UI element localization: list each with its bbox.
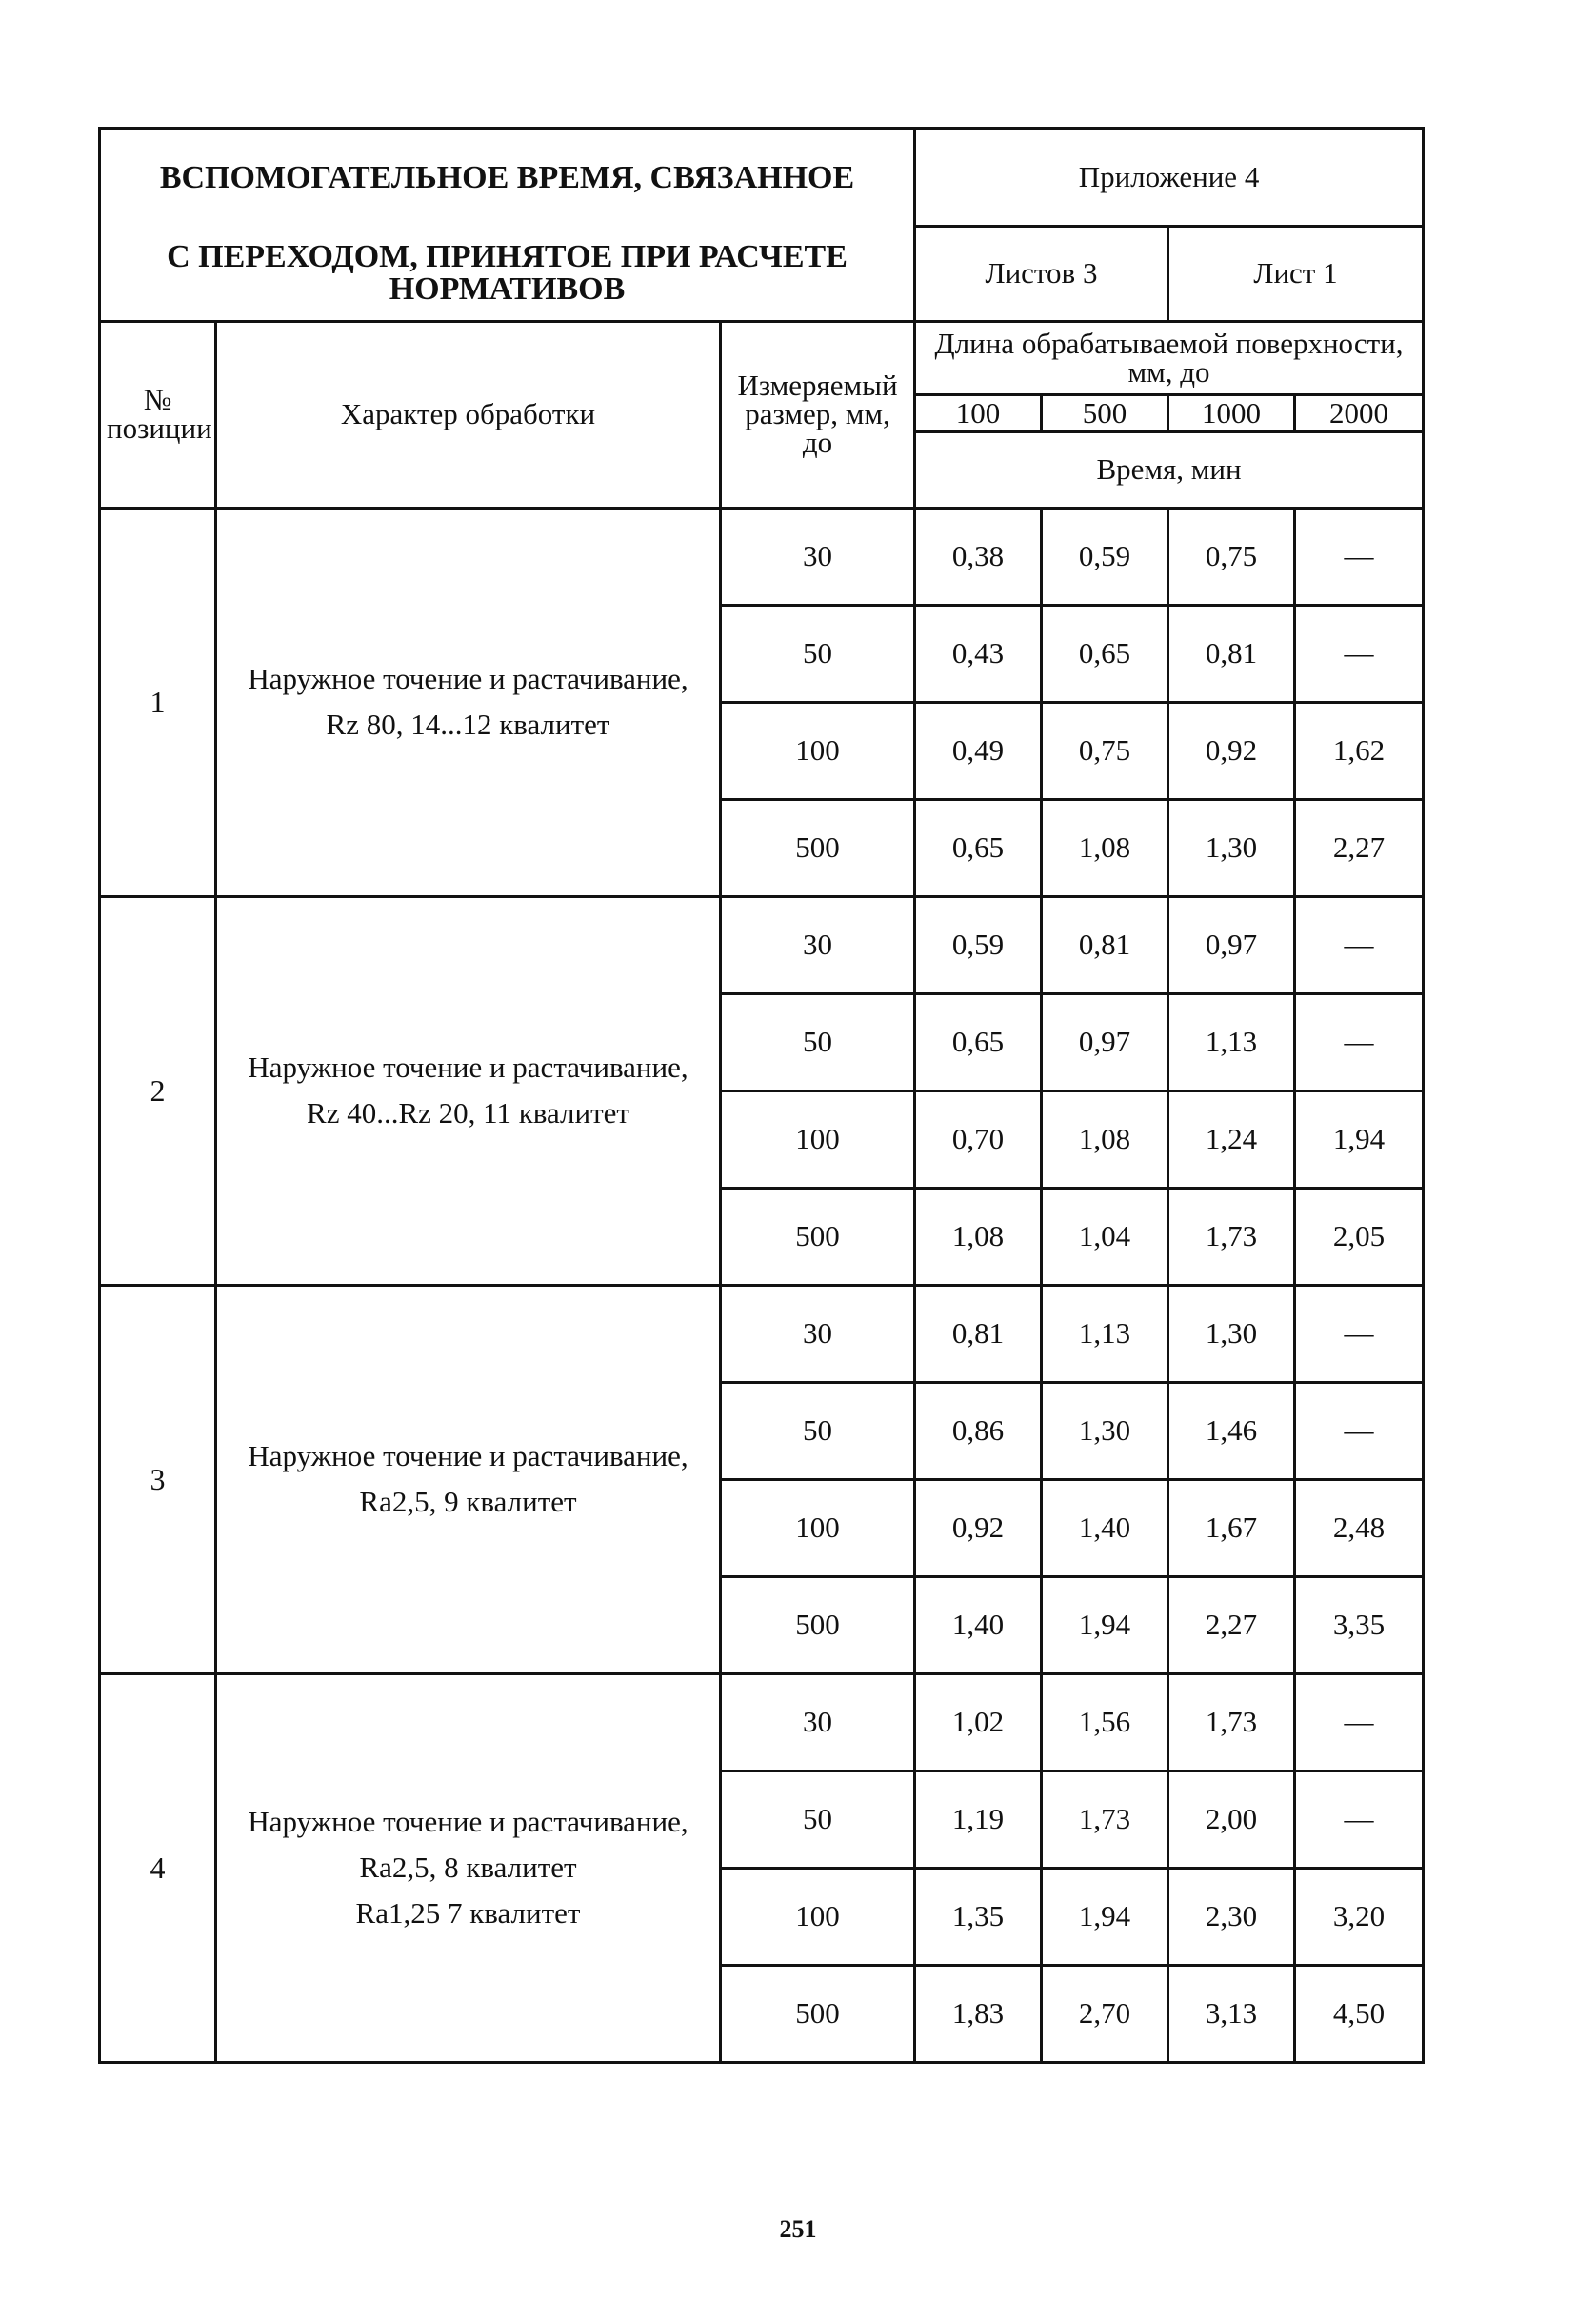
- time-value: 0,75: [1042, 702, 1168, 799]
- size-value: 50: [721, 605, 915, 702]
- time-value: 0,75: [1168, 508, 1295, 605]
- size-value: 50: [721, 1771, 915, 1868]
- size-value: 50: [721, 1382, 915, 1479]
- col-header-size: Измеряемый размер, мм, до: [721, 321, 915, 508]
- title-line-2: С ПЕРЕХОДОМ, ПРИНЯТОЕ ПРИ РАСЧЕТЕ НОРМАТИВОВ: [100, 227, 915, 322]
- time-value: 0,65: [915, 799, 1042, 896]
- time-value: 2,00: [1168, 1771, 1295, 1868]
- description-line: Rz 40...Rz 20, 11 квалитет: [307, 1096, 629, 1130]
- time-value: —: [1295, 1285, 1424, 1382]
- time-value: 1,30: [1168, 1285, 1295, 1382]
- time-value: 1,02: [915, 1673, 1042, 1771]
- time-value: 1,08: [1042, 1090, 1168, 1188]
- time-value: 1,62: [1295, 702, 1424, 799]
- time-unit-header: Время, мин: [915, 431, 1424, 508]
- time-value: 1,30: [1168, 799, 1295, 896]
- time-value: 1,73: [1168, 1673, 1295, 1771]
- time-value: 1,40: [1042, 1479, 1168, 1576]
- norms-table: [98, 127, 1425, 2064]
- time-value: 0,65: [915, 993, 1042, 1090]
- time-value: 0,59: [915, 896, 1042, 993]
- position-number: 3: [100, 1285, 216, 1673]
- processing-description: [216, 508, 721, 896]
- title-line-1: ВСПОМОГАТЕЛЬНОЕ ВРЕМЯ, СВЯЗАННОЕ: [100, 129, 915, 227]
- table-row: [100, 1285, 1424, 1382]
- time-value: 2,30: [1168, 1868, 1295, 1965]
- time-value: 1,56: [1042, 1673, 1168, 1771]
- time-value: 4,50: [1295, 1965, 1424, 2062]
- time-value: 1,94: [1295, 1090, 1424, 1188]
- document-page: [98, 127, 1422, 2064]
- time-value: 1,13: [1042, 1285, 1168, 1382]
- time-value: 0,81: [1168, 605, 1295, 702]
- table-row: [100, 1673, 1424, 1771]
- processing-description: [216, 896, 721, 1285]
- length-header: 100: [915, 394, 1042, 431]
- table-row: [100, 896, 1424, 993]
- sheet-number: Лист 1: [1168, 227, 1424, 322]
- time-value: 1,94: [1042, 1576, 1168, 1673]
- position-number: 1: [100, 508, 216, 896]
- time-value: 0,81: [1042, 896, 1168, 993]
- time-value: 0,65: [1042, 605, 1168, 702]
- description-line: Rz 80, 14...12 квалитет: [326, 708, 610, 741]
- time-value: 0,59: [1042, 508, 1168, 605]
- time-value: 0,81: [915, 1285, 1042, 1382]
- processing-description: [216, 1673, 721, 2062]
- time-value: 3,13: [1168, 1965, 1295, 2062]
- position-number: 2: [100, 896, 216, 1285]
- time-value: 2,48: [1295, 1479, 1424, 1576]
- time-value: 1,08: [915, 1188, 1042, 1285]
- size-value: 100: [721, 1090, 915, 1188]
- size-value: 100: [721, 1479, 915, 1576]
- time-value: 1,13: [1168, 993, 1295, 1090]
- col-header-processing: Характер обработки: [216, 321, 721, 508]
- size-value: 30: [721, 896, 915, 993]
- time-value: 1,24: [1168, 1090, 1295, 1188]
- appendix-label: Приложение 4: [915, 129, 1424, 227]
- table-row: [100, 508, 1424, 605]
- time-value: 1,94: [1042, 1868, 1168, 1965]
- size-value: 50: [721, 993, 915, 1090]
- time-value: —: [1295, 1673, 1424, 1771]
- size-value: 30: [721, 1285, 915, 1382]
- time-value: 1,73: [1042, 1771, 1168, 1868]
- time-value: —: [1295, 605, 1424, 702]
- time-value: 0,92: [915, 1479, 1042, 1576]
- time-value: 3,35: [1295, 1576, 1424, 1673]
- time-value: 1,73: [1168, 1188, 1295, 1285]
- time-value: 1,35: [915, 1868, 1042, 1965]
- time-value: 0,70: [915, 1090, 1042, 1188]
- size-value: 500: [721, 1576, 915, 1673]
- description-line: Ra1,25 7 квалитет: [355, 1896, 581, 1930]
- time-value: 0,43: [915, 605, 1042, 702]
- time-value: 1,46: [1168, 1382, 1295, 1479]
- time-value: 2,27: [1168, 1576, 1295, 1673]
- time-value: 0,38: [915, 508, 1042, 605]
- time-value: 0,92: [1168, 702, 1295, 799]
- size-value: 100: [721, 702, 915, 799]
- time-value: —: [1295, 993, 1424, 1090]
- col-header-length-group: Длина обрабатываемой поверхности, мм, до: [915, 321, 1424, 394]
- time-value: 1,08: [1042, 799, 1168, 896]
- position-number: 4: [100, 1673, 216, 2062]
- time-value: —: [1295, 896, 1424, 993]
- description-line: Наружное точение и растачивание,: [248, 662, 688, 695]
- description-line: Наружное точение и растачивание,: [248, 1805, 688, 1838]
- time-value: 0,97: [1042, 993, 1168, 1090]
- time-value: 2,05: [1295, 1188, 1424, 1285]
- time-value: 2,27: [1295, 799, 1424, 896]
- time-value: 1,40: [915, 1576, 1042, 1673]
- time-value: 0,86: [915, 1382, 1042, 1479]
- length-header: 500: [1042, 394, 1168, 431]
- length-header: 2000: [1295, 394, 1424, 431]
- time-value: 0,97: [1168, 896, 1295, 993]
- time-value: 1,04: [1042, 1188, 1168, 1285]
- time-value: 1,83: [915, 1965, 1042, 2062]
- page-number: 251: [779, 2215, 817, 2243]
- size-value: 100: [721, 1868, 915, 1965]
- time-value: —: [1295, 1771, 1424, 1868]
- time-value: 1,19: [915, 1771, 1042, 1868]
- description-line: Наружное точение и растачивание,: [248, 1050, 688, 1084]
- description-line: Ra2,5, 8 квалитет: [359, 1851, 577, 1884]
- time-value: 3,20: [1295, 1868, 1424, 1965]
- description-line: Наружное точение и растачивание,: [248, 1439, 688, 1472]
- time-value: 1,67: [1168, 1479, 1295, 1576]
- sheets-total: Листов 3: [915, 227, 1168, 322]
- time-value: 1,30: [1042, 1382, 1168, 1479]
- size-value: 30: [721, 1673, 915, 1771]
- size-value: 500: [721, 799, 915, 896]
- time-value: 0,49: [915, 702, 1042, 799]
- col-header-position: № позиции: [100, 321, 216, 508]
- size-value: 30: [721, 508, 915, 605]
- time-value: —: [1295, 508, 1424, 605]
- time-value: —: [1295, 1382, 1424, 1479]
- time-value: 2,70: [1042, 1965, 1168, 2062]
- size-value: 500: [721, 1188, 915, 1285]
- description-line: Ra2,5, 9 квалитет: [359, 1485, 577, 1518]
- processing-description: [216, 1285, 721, 1673]
- size-value: 500: [721, 1965, 915, 2062]
- length-header: 1000: [1168, 394, 1295, 431]
